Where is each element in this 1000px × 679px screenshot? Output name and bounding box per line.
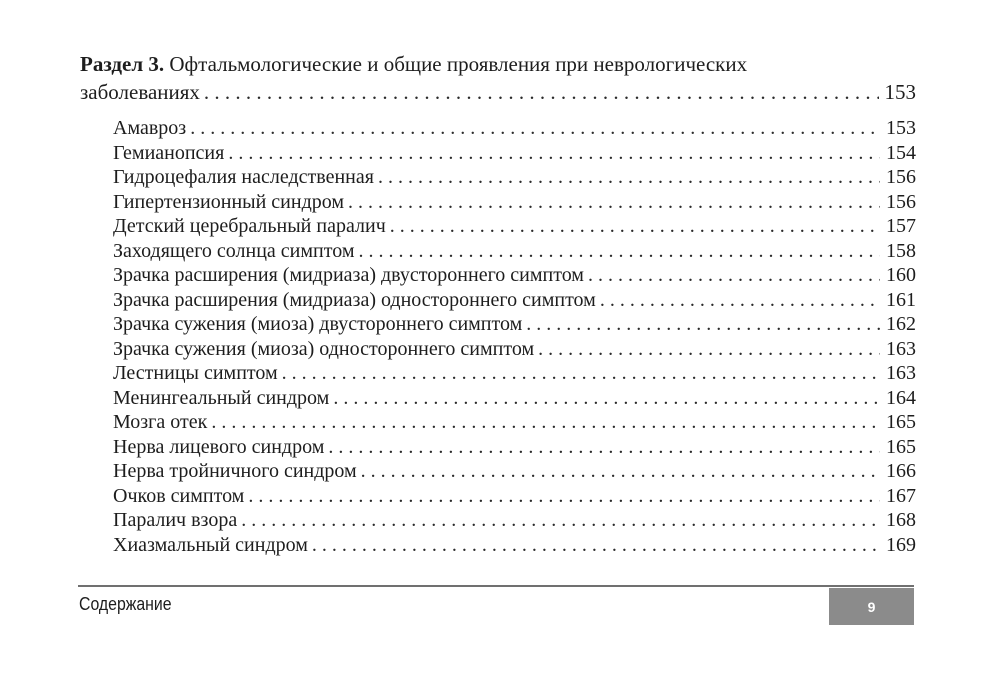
dot-leader xyxy=(600,288,880,313)
toc-entry-title: Гидроцефалия наследственная xyxy=(113,166,374,188)
section-heading-line1 xyxy=(80,50,916,78)
toc-entry-page: 153 xyxy=(886,117,916,139)
dot-leader xyxy=(211,410,880,435)
toc-entry-title: Зрачка сужения (миоза) одностороннего симптом xyxy=(113,337,535,360)
toc-entry[interactable] xyxy=(113,214,916,239)
toc-entry[interactable] xyxy=(113,508,916,533)
toc-entries-list xyxy=(113,116,916,557)
section-title-line2: заболеваниях xyxy=(80,80,200,104)
toc-entry-page: 165 xyxy=(886,435,916,458)
toc-entry-title: Мозга отек xyxy=(113,411,208,433)
toc-entry-page: 166 xyxy=(886,460,916,482)
toc-entry-page: 164 xyxy=(886,386,916,409)
section-page-number: 153 xyxy=(884,80,916,104)
dot-leader xyxy=(538,337,880,362)
toc-entry[interactable] xyxy=(113,410,916,435)
toc-entry-title: Гипертензионный синдром xyxy=(113,190,345,213)
page-number-tab xyxy=(829,588,914,625)
toc-entry-page: 169 xyxy=(886,533,916,556)
footer-divider xyxy=(78,585,914,587)
dot-leader xyxy=(333,386,880,411)
section-heading xyxy=(80,50,916,106)
toc-entry-title: Нерва тройничного синдром xyxy=(113,460,357,482)
toc-entry[interactable] xyxy=(113,386,916,411)
toc-entry-page: 165 xyxy=(886,411,916,433)
toc-entry-title: Зрачка расширения (мидриаза) одностороннего симптом xyxy=(113,288,596,311)
dot-leader xyxy=(228,141,880,166)
toc-entry-title: Гемианопсия xyxy=(113,141,225,164)
toc-entry-page: 156 xyxy=(886,166,916,188)
toc-entry-title: Зрачка сужения (миоза) двустороннего симптом xyxy=(113,313,523,335)
dot-leader xyxy=(378,165,880,190)
page-number: 9 xyxy=(867,598,876,615)
toc-entry-title: Хиазмальный синдром xyxy=(113,533,308,556)
dot-leader xyxy=(361,459,880,484)
toc-entry-page: 157 xyxy=(886,215,916,237)
toc-entry-page: 158 xyxy=(886,239,916,262)
dot-leader xyxy=(328,435,880,460)
toc-entry-title: Менингеальный синдром xyxy=(113,386,330,409)
toc-entry[interactable] xyxy=(113,239,916,264)
toc-entry[interactable] xyxy=(113,459,916,484)
toc-entry-page: 154 xyxy=(886,141,916,164)
toc-entry-page: 156 xyxy=(886,190,916,213)
dot-leader xyxy=(204,78,879,106)
toc-entry[interactable] xyxy=(113,116,916,141)
toc-entry-page: 162 xyxy=(886,313,916,335)
dot-leader xyxy=(390,214,880,239)
toc-entry-page: 163 xyxy=(886,337,916,360)
toc-entry[interactable] xyxy=(113,337,916,362)
toc-entry-title: Зрачка расширения (мидриаза) двустороннего симптом xyxy=(113,264,584,286)
toc-entry-title: Детский церебральный паралич xyxy=(113,215,386,237)
toc-entry[interactable] xyxy=(113,141,916,166)
toc-entry-page: 161 xyxy=(886,288,916,311)
toc-entry-title: Нерва лицевого синдром xyxy=(113,435,325,458)
toc-entry[interactable] xyxy=(113,361,916,386)
dot-leader xyxy=(588,263,880,288)
toc-entry[interactable] xyxy=(113,484,916,509)
dot-leader xyxy=(282,361,880,386)
toc-entry-title: Амавроз xyxy=(113,117,187,139)
toc-entry-page: 168 xyxy=(886,509,916,531)
toc-entry[interactable] xyxy=(113,165,916,190)
dot-leader xyxy=(358,239,880,264)
dot-leader xyxy=(190,116,880,141)
dot-leader xyxy=(526,312,880,337)
toc-entry-page: 167 xyxy=(886,484,916,507)
toc-entry[interactable] xyxy=(113,190,916,215)
toc-entry[interactable] xyxy=(113,533,916,558)
dot-leader xyxy=(348,190,880,215)
section-toc-row[interactable] xyxy=(80,78,916,106)
section-label: Раздел 3. xyxy=(80,52,165,76)
toc-entry-page: 160 xyxy=(886,264,916,286)
toc-entry[interactable] xyxy=(113,435,916,460)
toc-entry-title: Заходящего солнца симптом xyxy=(113,239,355,262)
dot-leader xyxy=(241,508,880,533)
toc-entry[interactable] xyxy=(113,288,916,313)
toc-entry[interactable] xyxy=(113,312,916,337)
dot-leader xyxy=(312,533,880,558)
toc-entry[interactable] xyxy=(113,263,916,288)
toc-entry-title: Лестницы симптом xyxy=(113,362,278,384)
toc-entry-page: 163 xyxy=(886,362,916,384)
toc-entry-title: Паралич взора xyxy=(113,509,238,531)
section-title-line1: Офтальмологические и общие проявления при неврологических xyxy=(169,52,748,76)
dot-leader xyxy=(248,484,880,509)
toc-entry-title: Очков симптом xyxy=(113,484,245,507)
footer-label: Содержание xyxy=(79,594,172,614)
